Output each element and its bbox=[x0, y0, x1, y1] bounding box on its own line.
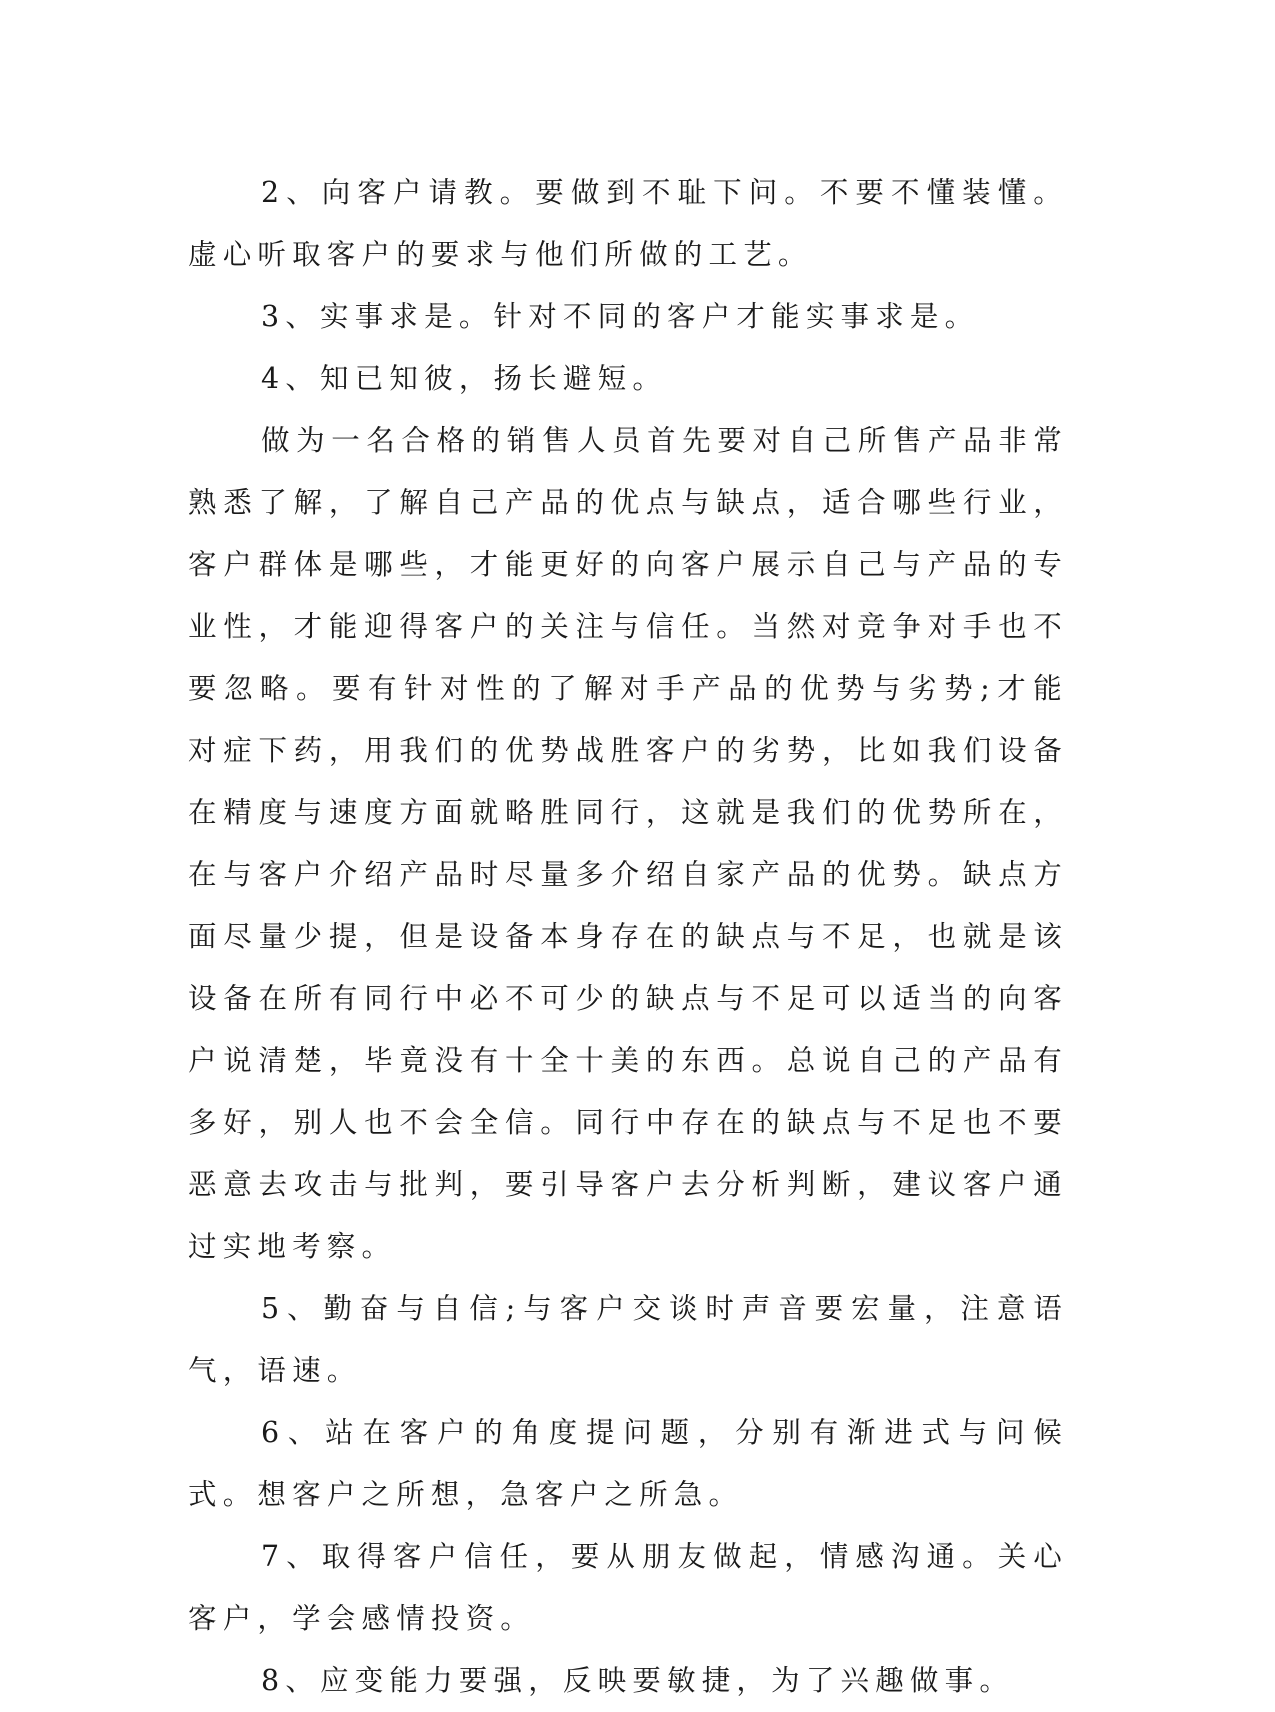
paragraph-item-8: 8、应变能力要强，反映要敏捷，为了兴趣做事。 bbox=[261, 1664, 1015, 1697]
paragraph-item-7: 7、取得客户信任，要从朋友做起，情感沟通。关心客户，学会感情投资。 bbox=[188, 1540, 1068, 1635]
paragraph-item-6: 6、站在客户的角度提问题，分别有渐进式与问候式。想客户之所想，急客户之所急。 bbox=[188, 1416, 1068, 1511]
paragraph-item-5: 5、勤奋与自信;与客户交谈时声音要宏量，注意语气，语速。 bbox=[188, 1292, 1068, 1387]
document-body bbox=[188, 162, 1068, 1712]
paragraph-item-3: 3、实事求是。针对不同的客户才能实事求是。 bbox=[261, 300, 980, 333]
paragraph-item-4: 4、知已知彼，扬长避短。 bbox=[261, 362, 668, 395]
paragraph-item-2: 2、向客户请教。要做到不耻下问。不要不懂装懂。虚心听取客户的要求与他们所做的工艺。 bbox=[188, 176, 1068, 271]
paragraph-product-knowledge: 做为一名合格的销售人员首先要对自己所售产品非常熟悉了解，了解自己产品的优点与缺点，适合哪些行业，客户群体是哪些，才能更好的向客户展示自己与产品的专业性，才能迎得客户的关注与信任。当然对竞争对手也不要忽略。要有针对性的了解对手产品的优势与劣势;才能对症下药，用我们的优势战胜客户的劣势，比如我们设备在精度与速度方面就略胜同行，这就是我们的优势所在，在与客户介绍产品时尽量多介绍自家产品的优势。缺点方面尽量少提，但是设备本身存在的缺点与不足，也就是该设备在所有同行中必不可少的缺点与不足可以适当的向客户说清楚，毕竟没有十全十美的东西。总说自己的产品有多好，别人也不会全信。同行中存在的缺点与不足也不要恶意去攻击与批判，要引导客户去分析判断，建议客户通过实地考察。 bbox=[188, 424, 1068, 1263]
